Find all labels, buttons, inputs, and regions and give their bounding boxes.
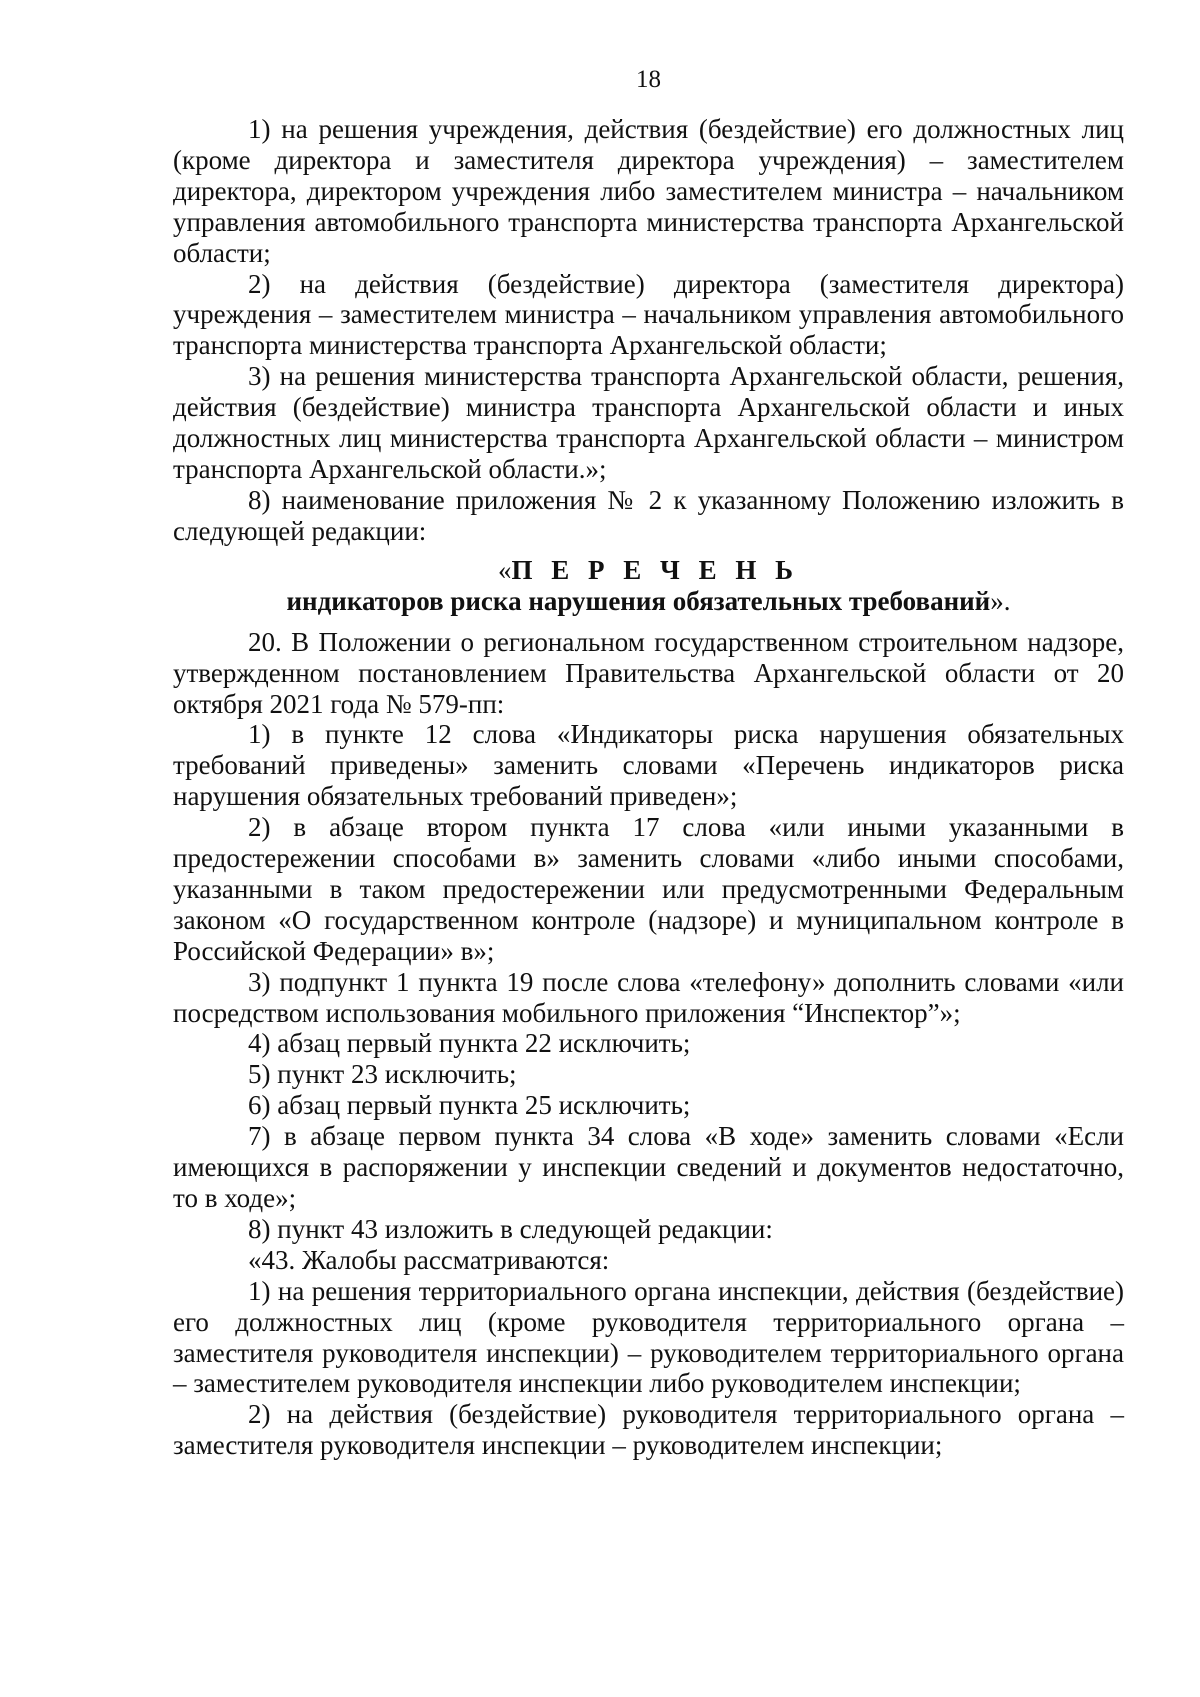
- heading-close-quote: ».: [990, 585, 1011, 616]
- paragraph-item-1: 1) в пункте 12 слова «Индикаторы риска нарушения обязательных требований приведены» заменить словами «Перечень индикаторов риска нарушения обязательных требований приведен»;: [173, 719, 1124, 812]
- paragraph-top-4: 8) наименование приложения № 2 к указанному Положению изложить в следующей редакции:: [173, 484, 1124, 546]
- heading-subtitle: индикаторов риска нарушения обязательных требований: [286, 585, 991, 616]
- paragraph-top-3: 3) на решения министерства транспорта Архангельской области, решения, действия (бездействие) министра транспорта Архангельской области и иных должностных лиц министерства транспорта Архангельской области – министром транспорта Архангельской области.»;: [173, 361, 1124, 484]
- paragraph-top-2: 2) на действия (бездействие) директора (заместителя директора) учреждения – заместителем министра – начальником управления автомобильного транспорта министерства транспорта Архангельской области;: [173, 268, 1124, 361]
- paragraph-item-3: 3) подпункт 1 пункта 19 после слова «телефону» дополнить словами «или посредством использования мобильного приложения “Инспектор”»;: [173, 966, 1124, 1028]
- paragraph-item-4: 4) абзац первый пункта 22 исключить;: [248, 1028, 691, 1059]
- paragraph-top-1: 1) на решения учреждения, действия (бездействие) его должностных лиц (кроме директора и заместителя директора учреждения) – заместителем директора, директором учреждения либо заместителем министра – начальником управления автомобильного транспорта министерства транспорта Архангельской области;: [173, 114, 1124, 268]
- paragraph-43-intro: «43. Жалобы рассматриваются:: [248, 1244, 610, 1275]
- paragraph-43-item-2: 2) на действия (бездействие) руководителя территориального органа – заместителя руководителя инспекции – руководителем инспекции;: [173, 1399, 1124, 1461]
- paragraph-item-5: 5) пункт 23 исключить;: [248, 1059, 517, 1090]
- paragraph-item-2: 2) в абзаце втором пункта 17 слова «или иными указанными в предостережении способами в» заменить словами «либо иными способами, указанными в таком предостережении или предусмотренными Федеральным законом «О государственном контроле (надзоре) и муниципальном контроле в Российской Федерации» в»;: [173, 812, 1124, 966]
- paragraph-43-item-1: 1) на решения территориального органа инспекции, действия (бездействие) его должностных лиц (кроме руководителя территориального органа – заместителя руководителя инспекции) – руководителем территориального органа – заместителем руководителя инспекции либо руководителем инспекции;: [173, 1275, 1124, 1399]
- paragraph-item-7: 7) в абзаце первом пункта 34 слова «В ходе» заменить словами «Если имеющихся в распоряжении у инспекции сведений и документов недостаточно, то в ходе»;: [173, 1121, 1124, 1213]
- heading-title-line: [173, 555, 1124, 586]
- paragraph-20: 20. В Положении о региональном государственном строительном надзоре, утвержденном постановлением Правительства Архангельской области от 20 октября 2021 года № 579-пп:: [173, 626, 1124, 719]
- heading-title: П Е Р Е Ч Е Н Ь: [511, 554, 799, 585]
- heading-subtitle-line: [173, 586, 1124, 617]
- list-heading: [173, 555, 1124, 617]
- page-number: 18: [636, 66, 661, 93]
- heading-open-quote: «: [498, 554, 512, 585]
- paragraph-item-8: 8) пункт 43 изложить в следующей редакции:: [248, 1213, 773, 1244]
- paragraph-item-6: 6) абзац первый пункта 25 исключить;: [248, 1090, 691, 1121]
